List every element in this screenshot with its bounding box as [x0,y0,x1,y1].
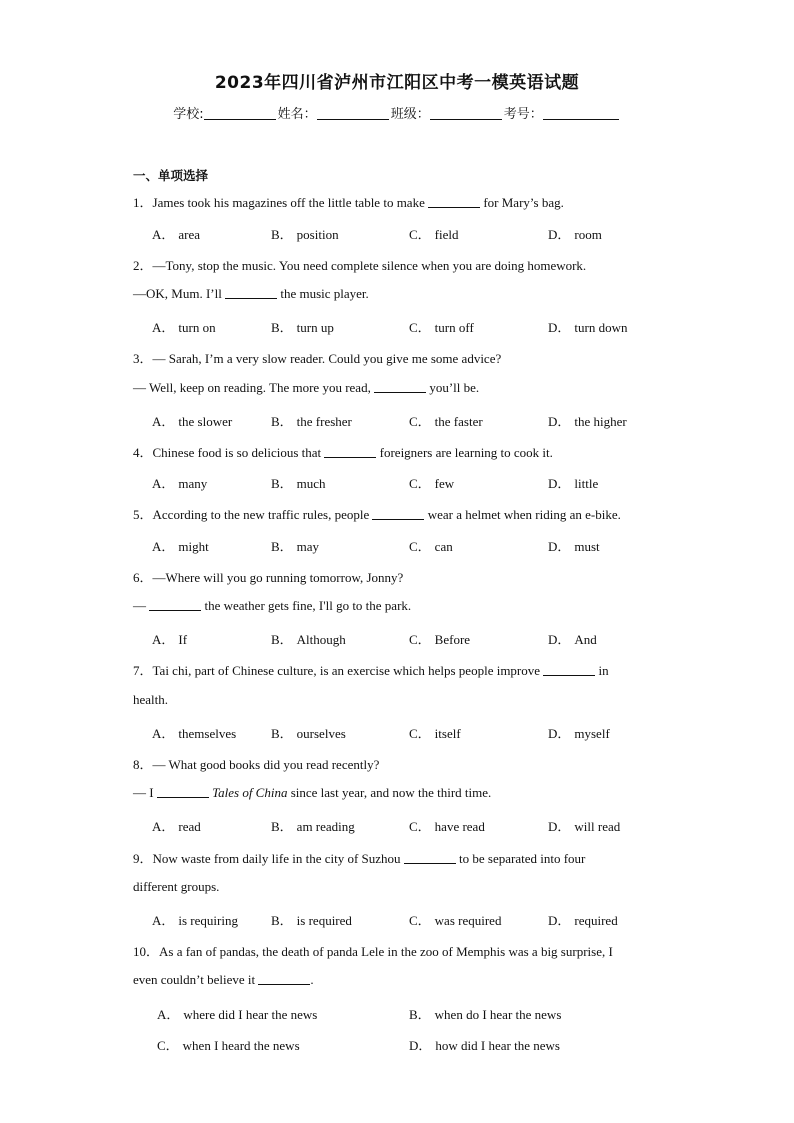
text: B． [271,913,293,928]
school-label: 学校: [173,107,204,122]
question-5-options [0,536,794,556]
option-d[interactable] [548,224,602,243]
text: ourselves [296,726,346,741]
option-b[interactable] [271,910,352,929]
option-d[interactable] [548,816,620,835]
text: is required [296,913,352,928]
question-3-options [0,411,794,431]
option-a[interactable] [152,224,200,243]
page-title: 2023年四川省泸州市江阳区中考一模英语试题 [214,73,580,93]
text: C． [409,476,431,491]
answer-blank[interactable] [258,973,310,985]
option-c[interactable] [409,317,474,336]
text: the slower [178,414,233,429]
text: in [598,663,609,678]
question-5-stem [133,504,621,523]
question-3-stem [133,348,501,367]
question-3-reply [133,380,479,396]
option-c[interactable] [157,1035,300,1054]
answer-blank[interactable] [372,508,424,520]
text: — [133,598,146,613]
text: myself [574,726,610,741]
question-10-options-row-2 [0,1035,794,1055]
question-2-options [0,317,794,337]
text: must [574,539,600,554]
text: . [310,972,314,987]
name-label: 姓名： [277,107,317,122]
question-6-reply [133,598,411,614]
text: — What good books did you read recently? [152,757,380,772]
number-label: 考号： [503,107,543,122]
text: A． [152,913,175,928]
option-a[interactable] [157,1004,317,1023]
option-a[interactable] [152,723,236,742]
text: C． [409,726,431,741]
question-6-stem [133,567,403,586]
option-b[interactable] [271,317,334,336]
text: — Well, keep on reading. The more you read, [133,380,371,395]
option-c[interactable] [409,816,485,835]
text: B． [271,632,293,647]
option-b[interactable] [271,473,326,492]
option-a[interactable] [152,629,187,648]
text: read [178,819,201,834]
text: 8． [133,757,153,772]
text: to be separated into four [459,851,586,866]
option-a[interactable] [152,473,207,492]
text: foreigners are learning to cook it. [379,445,553,460]
text: Tai chi, part of Chinese culture, is an exercise which helps people improve [152,663,541,678]
text: D． [548,726,571,741]
text: turn up [296,320,334,335]
text: the music player. [280,286,369,301]
text: — Sarah, I’m a very slow reader. Could you give me some advice? [152,351,502,366]
question-4-options [0,473,794,493]
option-c[interactable] [409,723,461,742]
text: Although [296,632,346,647]
text: C． [409,913,431,928]
text: the higher [574,414,627,429]
question-6-options [0,629,794,649]
text: D． [548,913,571,928]
text: A． [152,414,175,429]
text: C． [409,227,431,242]
text: 5． [133,507,153,522]
question-10-options-row-1 [0,1004,794,1024]
option-b[interactable] [409,1004,561,1023]
question-10-stem [133,941,613,960]
option-d[interactable] [548,629,597,648]
text: If [178,632,188,647]
text: turn off [434,320,474,335]
answer-blank[interactable] [324,446,376,458]
text: C． [409,320,431,335]
text: D． [548,320,571,335]
text: A． [157,1007,180,1022]
text: where did I hear the news [183,1007,318,1022]
text: B． [409,1007,431,1022]
text: B． [271,726,293,741]
question-7-stem [133,660,609,679]
book-title: Tales of China [212,785,288,800]
text: wear a helmet when riding an e-bike. [427,507,621,522]
text: 7． [133,663,153,678]
text: A． [152,227,175,242]
text: Chinese food is so delicious that [152,445,322,460]
question-1-options [0,224,794,244]
option-c[interactable] [409,411,483,430]
text: C． [409,632,431,647]
option-b[interactable] [271,224,339,243]
option-d[interactable] [548,473,598,492]
text: much [296,476,326,491]
text: themselves [178,726,237,741]
option-c[interactable] [409,536,453,555]
class-field[interactable] [430,107,502,120]
option-b[interactable] [271,629,346,648]
text: turn down [574,320,628,335]
text: B． [271,819,293,834]
text: little [574,476,599,491]
question-9-stem [133,848,585,867]
text: Before [434,632,471,647]
text: C． [409,414,431,429]
text: you’ll be. [429,380,480,395]
text: D． [548,539,571,554]
text: B． [271,414,293,429]
text: position [296,227,339,242]
option-a[interactable] [152,816,201,835]
text: even couldn’t believe it [133,972,256,987]
text: am reading [296,819,355,834]
text: many [178,476,208,491]
text: Now waste from daily life in the city of Suzhou [152,851,401,866]
text: room [574,227,602,242]
text: 1． [133,195,153,210]
text: 4． [133,445,153,460]
question-7-options [0,723,794,743]
text: — I [133,785,154,800]
question-7-stem-continued: health. [133,692,169,707]
question-10-stem-continued [133,972,314,988]
question-1-stem [133,192,564,211]
text: 2． [133,258,153,273]
text: —Where will you go running tomorrow, Jonny? [152,570,404,585]
question-9-stem-continued: different groups. [133,879,220,894]
text: how did I hear the news [435,1038,560,1053]
text: is requiring [178,913,238,928]
text: will read [574,819,621,834]
text: And [574,632,597,647]
text: D． [409,1038,432,1053]
text: 10． [133,944,160,959]
text: A． [152,320,175,335]
class-label: 班级： [390,107,430,122]
answer-blank[interactable] [428,196,480,208]
text: B． [271,320,293,335]
text: As a fan of pandas, the death of panda Lele in the zoo of Memphis was a big surprise, I [159,944,613,959]
text: when do I hear the news [434,1007,562,1022]
text: —OK, Mum. I’ll [133,286,222,301]
number-field[interactable] [543,107,619,120]
text: C． [409,539,431,554]
option-c[interactable] [409,224,459,243]
option-b[interactable] [271,411,352,430]
text: A． [152,726,175,741]
question-2-reply [133,286,369,302]
text: 6． [133,570,153,585]
text: D． [548,476,571,491]
answer-blank[interactable] [543,664,595,676]
text: itself [434,726,461,741]
option-c[interactable] [409,910,501,929]
text: D． [548,227,571,242]
text: —Tony, stop the music. You need complete silence when you are doing homework. [152,258,587,273]
text: James took his magazines off the little table to make [152,195,425,210]
student-info-row [0,103,794,122]
answer-blank[interactable] [225,287,277,299]
option-b[interactable] [271,536,319,555]
option-a[interactable] [152,536,209,555]
answer-blank[interactable] [149,599,201,611]
text: B． [271,227,293,242]
option-d[interactable] [548,411,627,430]
question-8-options [0,816,794,836]
text: According to the new traffic rules, people [152,507,370,522]
text: C． [409,819,431,834]
section-title: 一、单项选择 [133,168,209,183]
option-d[interactable] [548,910,618,929]
answer-blank[interactable] [404,852,456,864]
question-4-stem [133,442,553,461]
text: when I heard the news [182,1038,300,1053]
text: since last year, and now the third time. [290,785,492,800]
text: the faster [434,414,483,429]
text: D． [548,414,571,429]
school-field[interactable] [204,107,276,120]
question-8-reply [133,785,491,801]
question-8-stem [133,754,379,773]
text: B． [271,539,293,554]
text: 9． [133,851,153,866]
text: required [574,913,618,928]
option-b[interactable] [271,816,355,835]
text: might [178,539,209,554]
text: can [434,539,453,554]
text: for Mary’s bag. [483,195,564,210]
option-d[interactable] [548,723,610,742]
answer-blank[interactable] [374,381,426,393]
option-b[interactable] [271,723,346,742]
text: was required [434,913,502,928]
text: the weather gets fine, I'll go to the park. [204,598,412,613]
text: few [434,476,455,491]
text: A． [152,476,175,491]
text: turn on [178,320,216,335]
text: A． [152,632,175,647]
name-field[interactable] [317,107,389,120]
text: C． [157,1038,179,1053]
question-9-options [0,910,794,930]
text: D． [548,819,571,834]
text: 3． [133,351,153,366]
text: the fresher [296,414,352,429]
option-d[interactable] [409,1035,560,1054]
option-a[interactable] [152,317,216,336]
option-a[interactable] [152,411,232,430]
option-c[interactable] [409,473,454,492]
text: D． [548,632,571,647]
text: A． [152,819,175,834]
text: B． [271,476,293,491]
option-d[interactable] [548,536,600,555]
option-c[interactable] [409,629,470,648]
answer-blank[interactable] [157,786,209,798]
text: have read [434,819,485,834]
text: A． [152,539,175,554]
text: area [178,227,201,242]
text: field [434,227,459,242]
text: may [296,539,320,554]
question-2-stem [133,255,586,274]
option-a[interactable] [152,910,238,929]
option-d[interactable] [548,317,627,336]
